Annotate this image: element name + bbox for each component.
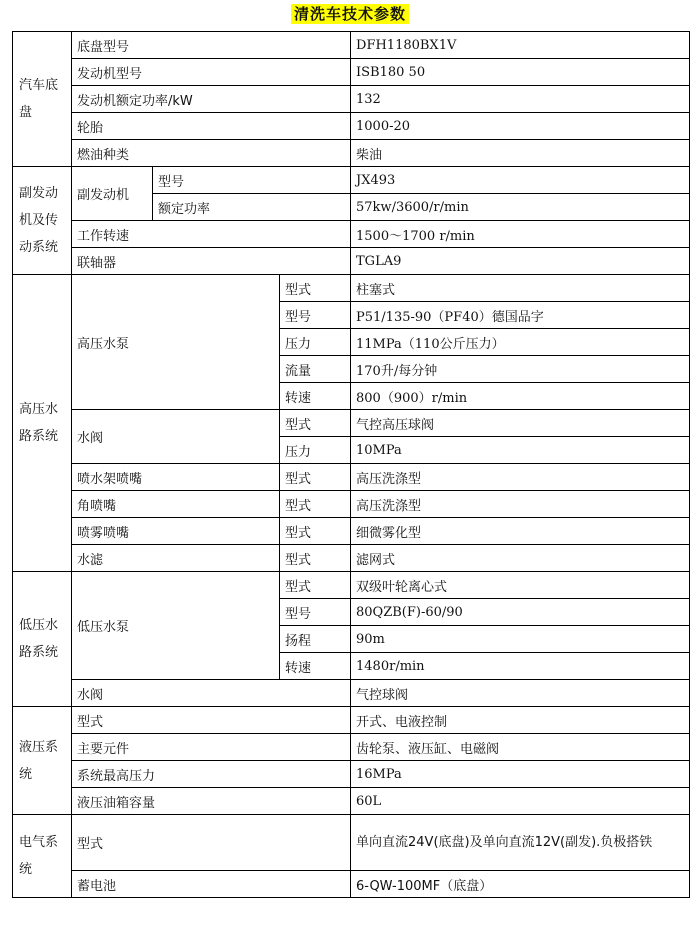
group-label: 高压水泵 [72,275,280,410]
param-value: 90m [351,626,690,653]
table-row [13,761,690,788]
param-label: 轮胎 [72,113,351,140]
param-label: 发动机型号 [72,59,351,86]
param-value: 16MPa [351,761,690,788]
table-row [13,86,690,113]
param-value: 800（900）r/min [351,383,690,410]
param-label: 水滤 [72,545,280,572]
param-label: 额定功率 [153,194,351,221]
table-row [13,734,690,761]
table-row [13,248,690,275]
section-label: 电气系统 [13,815,72,898]
sub-label: 流量 [280,356,351,383]
sub-label: 压力 [280,329,351,356]
param-value: 单向直流24V(底盘)及单向直流12V(副发).负极搭铁 [351,815,690,871]
param-value: 1480r/min [351,653,690,680]
table-row [13,140,690,167]
param-value: JX493 [351,167,690,194]
param-value: DFH1180BX1V [351,32,690,59]
param-value: 10MPa [351,437,690,464]
section-label: 汽车底盘 [13,32,72,167]
param-label: 喷雾喷嘴 [72,518,280,545]
section-label: 高压水路系统 [13,275,72,572]
table-row [13,410,690,437]
title-wrap [0,4,700,24]
table-row [13,572,690,599]
param-label: 水阀 [72,680,351,707]
table-row [13,707,690,734]
param-value: 高压洗涤型 [351,491,690,518]
param-value: 1500～1700 r/min [351,221,690,248]
param-label: 型式 [72,815,351,871]
param-value: 170升/每分钟 [351,356,690,383]
sub-label: 转速 [280,383,351,410]
table-row [13,788,690,815]
sub-label: 压力 [280,437,351,464]
table-row [13,59,690,86]
param-value: 开式、电液控制 [351,707,690,734]
param-label: 联轴器 [72,248,351,275]
param-value: 气控高压球阀 [351,410,690,437]
param-label: 发动机额定功率/kW [72,86,351,113]
param-value: 1000-20 [351,113,690,140]
param-label: 燃油种类 [72,140,351,167]
group-label: 低压水泵 [72,572,280,680]
table-row [13,221,690,248]
param-label: 系统最高压力 [72,761,351,788]
table-row [13,32,690,59]
param-value: 6-QW-100MF（底盘） [351,871,690,898]
table-row [13,518,690,545]
param-label: 喷水架喷嘴 [72,464,280,491]
table-row [13,491,690,518]
param-value: 气控球阀 [351,680,690,707]
param-value: 滤网式 [351,545,690,572]
sub-label: 型号 [280,599,351,626]
table-row [13,275,690,302]
param-label: 蓄电池 [72,871,351,898]
sub-label: 型式 [280,275,351,302]
group-label: 水阀 [72,410,280,464]
table-row [13,871,690,898]
table-row [13,815,690,871]
section-label: 液压系统 [13,707,72,815]
param-value: TGLA9 [351,248,690,275]
section-label: 副发动机及传动系统 [13,167,72,275]
param-value: 双级叶轮离心式 [351,572,690,599]
param-value: 柱塞式 [351,275,690,302]
param-value: P51/135-90（PF40）德国品字 [351,302,690,329]
param-value: 细微雾化型 [351,518,690,545]
sub-label: 型式 [280,518,351,545]
section-label: 低压水路系统 [13,572,72,707]
param-label: 底盘型号 [72,32,351,59]
sub-label: 型式 [280,491,351,518]
param-value: 80QZB(F)-60/90 [351,599,690,626]
table-row [13,680,690,707]
param-label: 工作转速 [72,221,351,248]
sub-label: 型式 [280,464,351,491]
param-label: 主要元件 [72,734,351,761]
spec-table [12,31,690,898]
param-label: 角喷嘴 [72,491,280,518]
param-label: 型式 [72,707,351,734]
param-value: 柴油 [351,140,690,167]
sub-label: 型式 [280,410,351,437]
sub-label: 型式 [280,545,351,572]
param-label: 型号 [153,167,351,194]
param-label: 液压油箱容量 [72,788,351,815]
param-value: ISB180 50 [351,59,690,86]
group-label: 副发动机 [72,167,153,221]
param-value: 132 [351,86,690,113]
sub-label: 型号 [280,302,351,329]
sub-label: 扬程 [280,626,351,653]
table-row [13,464,690,491]
param-value: 高压洗涤型 [351,464,690,491]
param-value: 11MPa（110公斤压力） [351,329,690,356]
sub-label: 转速 [280,653,351,680]
table-row [13,167,690,194]
sub-label: 型式 [280,572,351,599]
param-value: 57kw/3600/r/min [351,194,690,221]
table-row [13,545,690,572]
table-row [13,113,690,140]
param-value: 齿轮泵、液压缸、电磁阀 [351,734,690,761]
param-value: 60L [351,788,690,815]
page-title: 清洗车技术参数 [291,4,409,24]
